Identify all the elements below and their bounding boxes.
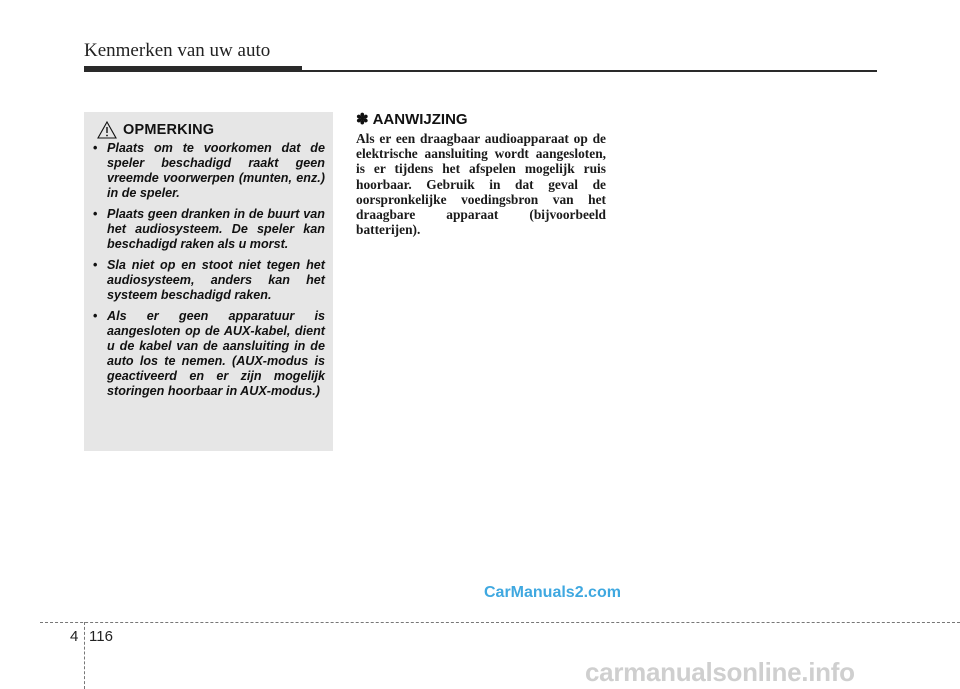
caution-item — [91, 258, 325, 303]
star-icon: ✽ — [356, 111, 369, 128]
bullet: • — [93, 309, 98, 323]
caution-title: OPMERKING — [123, 122, 215, 138]
bullet: • — [93, 258, 98, 272]
footer-rule — [40, 622, 960, 623]
header-rule-thin — [302, 70, 877, 72]
chapter-number: 4 — [70, 628, 79, 645]
caution-header — [97, 121, 325, 139]
section-title: Kenmerken van uw auto — [84, 40, 271, 61]
bullet: • — [93, 207, 98, 221]
caution-box — [84, 112, 333, 451]
note-section — [356, 110, 606, 237]
caution-item — [91, 309, 325, 399]
watermark-carmanualsonline[interactable]: carmanualsonline.info — [585, 657, 855, 687]
caution-item-text: Plaats geen dranken in de buurt van het audiosysteem. De speler kan beschadigd raken als u morst. — [107, 207, 325, 251]
caution-item — [91, 141, 325, 201]
bullet: • — [93, 141, 98, 155]
note-body: Als er een draagbaar audioapparaat op de elektrische aansluiting wordt aangesloten, is er tijdens het afspelen mogelijk ruis hoorbaar. Gebruik in dat geval de oorspronkelijke voedingsbron van het draagbare apparaat (bijvoorbeeld batterijen). — [356, 131, 606, 238]
footer-divider — [84, 622, 85, 689]
warning-triangle-icon — [97, 121, 117, 139]
watermark-carmanuals2[interactable]: CarManuals2.com — [484, 584, 621, 601]
note-header — [356, 110, 606, 128]
caution-item-text: Als er geen apparatuur is aangesloten op de AUX-kabel, dient u de kabel van de aansluiting in de auto los te nemen. (AUX-modus is geactiveerd en er zijn mogelijk storingen hoorbaar in AUX-modus.) — [107, 309, 325, 398]
caution-item — [91, 207, 325, 252]
page-number: 116 — [89, 628, 113, 645]
caution-item-text: Plaats om te voorkomen dat de speler beschadigd raakt geen vreemde voorwerpen (munten, enz.) in de speler. — [107, 141, 325, 200]
note-title: AANWIJZING — [372, 110, 468, 128]
caution-item-text: Sla niet op en stoot niet tegen het audiosysteem, anders kan het systeem beschadigd raken. — [107, 258, 325, 302]
caution-list — [91, 141, 325, 399]
header-rule-thick — [84, 66, 302, 72]
